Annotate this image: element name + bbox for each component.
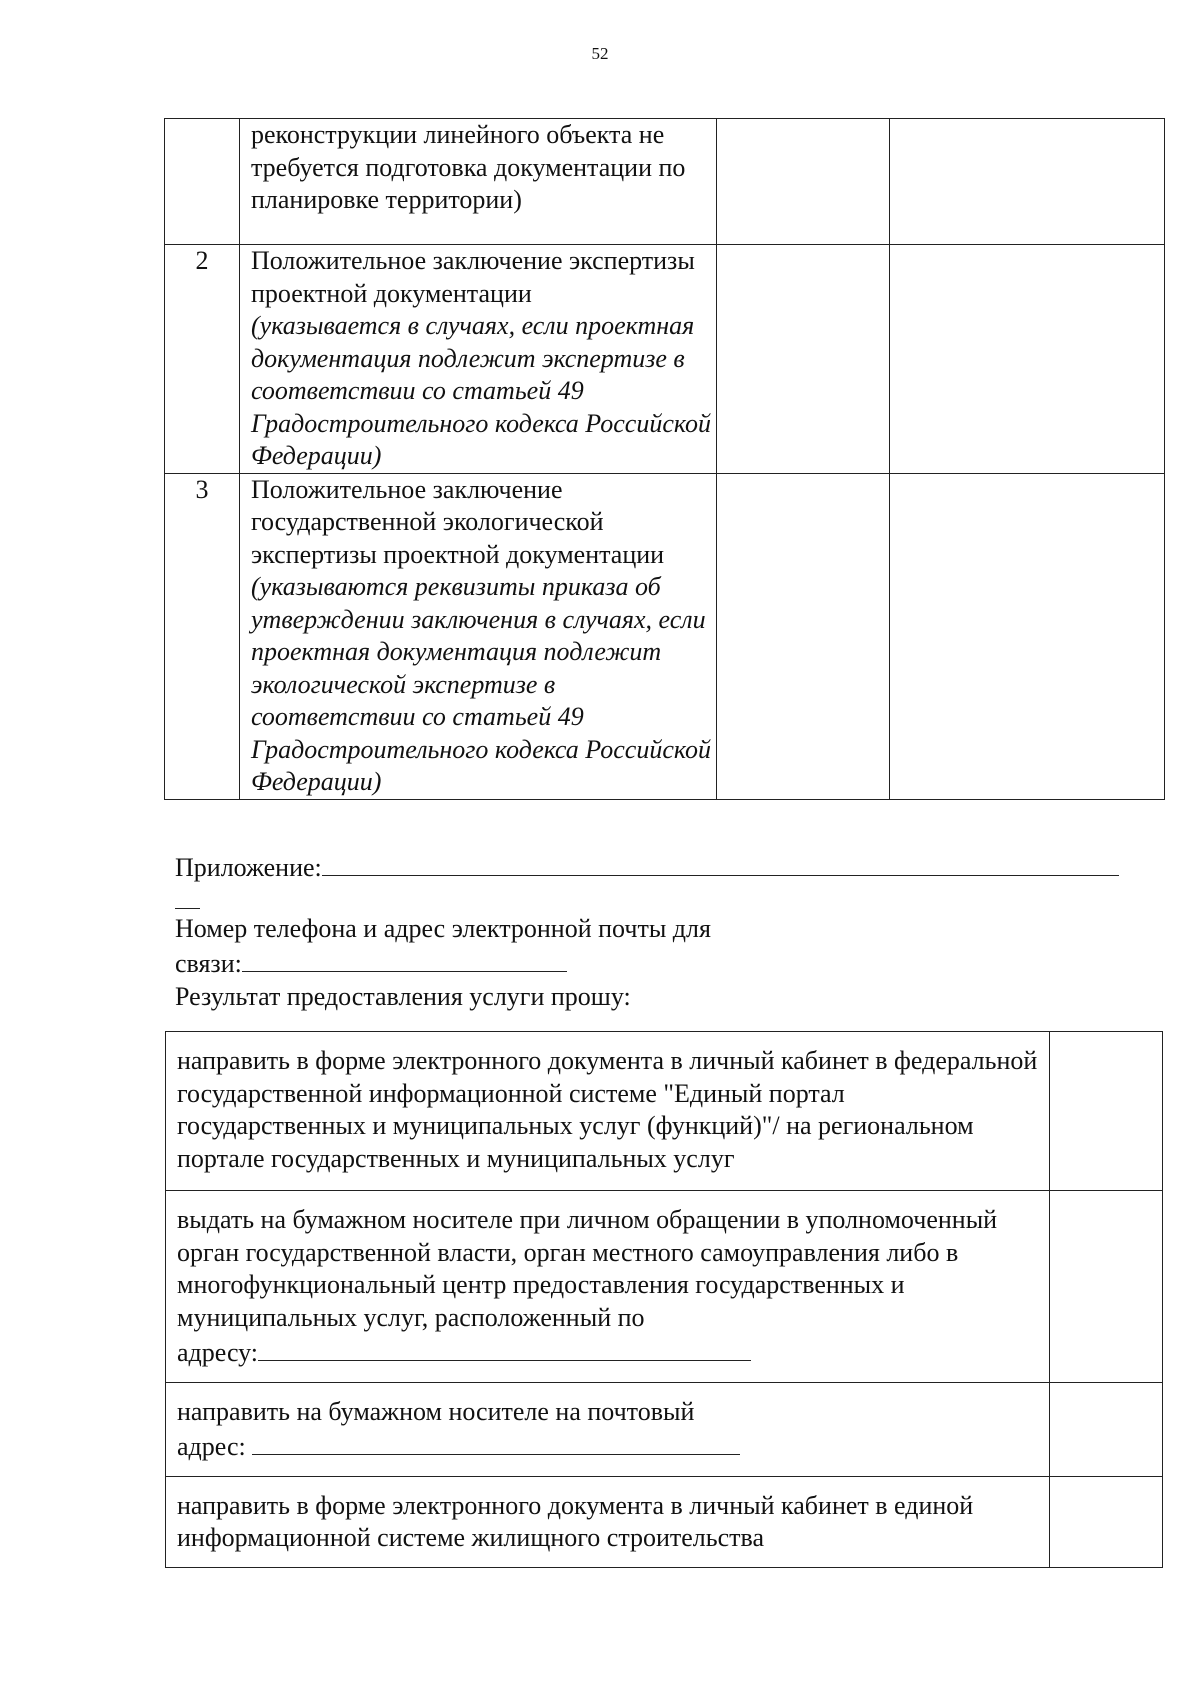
table-row bbox=[166, 1382, 1163, 1476]
contact-line-1: Номер телефона и адрес электронной почты для bbox=[175, 914, 711, 943]
address-line[interactable] bbox=[258, 1334, 751, 1361]
table-row bbox=[165, 473, 1165, 799]
document-details-cell[interactable] bbox=[717, 119, 890, 245]
table-row bbox=[166, 1032, 1163, 1191]
document-name: Положительное заключение государственной экологической экспертизы проектной документации bbox=[251, 474, 665, 569]
attachment-label: Приложение: bbox=[175, 853, 322, 882]
result-option bbox=[166, 1382, 1050, 1476]
document-name: Положительное заключение экспертизы проектной документации bbox=[251, 246, 695, 308]
result-option-checkbox[interactable] bbox=[1050, 1032, 1163, 1191]
document-name: реконструкции линейного объекта не требуется подготовка документации по планировке территории) bbox=[251, 120, 686, 214]
table-row bbox=[166, 1191, 1163, 1383]
address-line[interactable] bbox=[252, 1428, 740, 1455]
row-number bbox=[165, 119, 240, 245]
result-label: Результат предоставления услуги прошу: bbox=[175, 982, 631, 1011]
result-option-text: выдать на бумажном носителе при личном обращении в уполномоченный орган государственной власти, орган местного самоуправления либо в многофункциональный центр предоставления государственных и муниципальных услуг, расположенный по bbox=[177, 1205, 998, 1332]
result-option bbox=[166, 1032, 1050, 1191]
attachment-line-end[interactable] bbox=[175, 882, 200, 909]
result-option-checkbox[interactable] bbox=[1050, 1382, 1163, 1476]
document-details-cell[interactable] bbox=[717, 473, 890, 799]
contact-label: связи: bbox=[175, 949, 242, 978]
result-option bbox=[166, 1476, 1050, 1567]
table-row bbox=[166, 1476, 1163, 1567]
document-note: (указываются реквизиты приказа об утверждении заключения в случаях, если проектная документация подлежит экологической экспертизе в соответствии со статьей 49 Градостроительного кодекса Российской Федерации) bbox=[251, 572, 712, 796]
result-option bbox=[166, 1191, 1050, 1383]
document-date-cell[interactable] bbox=[890, 119, 1165, 245]
document-date-cell[interactable] bbox=[890, 473, 1165, 799]
document-details-cell[interactable] bbox=[717, 245, 890, 474]
result-option-checkbox[interactable] bbox=[1050, 1476, 1163, 1567]
document-note: (указывается в случаях, если проектная документация подлежит экспертизе в соответствии со статьей 49 Градостроительного кодекса Российской Федерации) bbox=[251, 311, 712, 470]
result-option-text: направить в форме электронного документа в личный кабинет в единой информационной системе жилищного строительства bbox=[177, 1490, 974, 1552]
result-option-text: направить в форме электронного документа в личный кабинет в федеральной государственной информационной системе "Единый портал государственных и муниципальных услуг (функций)"/ на региональном портале государственных и муниципальных услуг bbox=[177, 1046, 1038, 1173]
attachment-line[interactable] bbox=[322, 849, 1119, 876]
documents-table bbox=[164, 118, 1165, 800]
address-label: адрес: bbox=[177, 1432, 246, 1461]
address-label: адресу: bbox=[177, 1338, 259, 1367]
document-date-cell[interactable] bbox=[890, 245, 1165, 474]
document-description bbox=[240, 119, 717, 245]
contact-field bbox=[175, 945, 567, 980]
result-option-text: направить на бумажном носителе на почтовый bbox=[177, 1396, 695, 1426]
table-row bbox=[165, 245, 1165, 474]
table-row bbox=[165, 119, 1165, 245]
page-number: 52 bbox=[591, 44, 609, 63]
contact-line[interactable] bbox=[242, 945, 567, 972]
result-options-table bbox=[165, 1031, 1163, 1568]
result-option-checkbox[interactable] bbox=[1050, 1191, 1163, 1383]
attachment-field bbox=[175, 849, 1119, 884]
document-description bbox=[240, 245, 717, 474]
row-number: 2 bbox=[165, 245, 240, 474]
document-description bbox=[240, 473, 717, 799]
row-number: 3 bbox=[165, 473, 240, 799]
